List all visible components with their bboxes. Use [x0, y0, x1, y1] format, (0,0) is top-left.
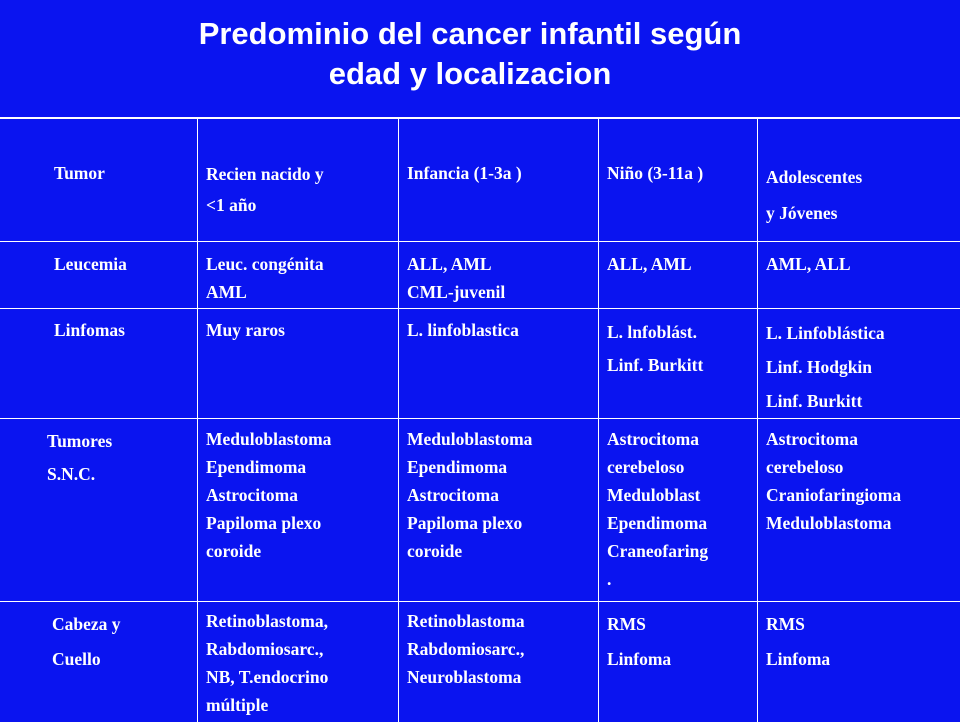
row-cabeza-adolescentes — [766, 607, 830, 677]
cell-line: NB, T.endocrino — [206, 667, 329, 687]
row-cabeza-tumor — [52, 607, 121, 677]
row-divider — [0, 418, 960, 419]
cell-line: L. linfoblastica — [407, 320, 519, 340]
cell-line: Papiloma plexo — [206, 513, 322, 533]
cell-line: coroide — [407, 541, 463, 561]
row-leucemia-nino — [607, 250, 692, 278]
row-leucemia-infancia — [407, 250, 505, 306]
row-divider — [0, 308, 960, 309]
header-recien-line: <1 año — [206, 195, 257, 215]
row-snc-tumor — [47, 425, 112, 491]
cell-line: Linf. Burkitt — [607, 355, 704, 375]
cell-line: Ependimoma — [607, 513, 708, 533]
cell-line: Linf. Hodgkin — [766, 357, 873, 377]
header-adolescentes-line: y Jóvenes — [766, 203, 838, 223]
cell-line: Craneofaring — [607, 541, 709, 561]
cell-line: Astrocitoma — [766, 429, 859, 449]
column-divider — [197, 119, 198, 722]
cell-line: CML-juvenil — [407, 282, 506, 302]
row-leucemia-adolescentes — [766, 250, 851, 278]
row-snc-infancia — [407, 425, 532, 565]
row-linfomas-infancia — [407, 316, 519, 344]
row-linfomas-adolescentes — [766, 316, 885, 418]
header-infancia-label: Infancia (1-3a ) — [407, 163, 522, 183]
cell-line: Leucemia — [54, 254, 127, 274]
header-adolescentes-line: Adolescentes — [766, 167, 863, 187]
header-infancia — [407, 159, 522, 187]
header-nino — [607, 159, 703, 187]
cell-line: Muy raros — [206, 320, 285, 340]
column-divider — [757, 119, 758, 722]
cell-line: Linfoma — [607, 649, 672, 669]
cell-line: Papiloma plexo — [407, 513, 523, 533]
header-tumor — [54, 159, 105, 187]
row-divider — [0, 601, 960, 602]
cell-line: Ependimoma — [206, 457, 307, 477]
title-line-2: edad y localizacion — [328, 56, 612, 91]
cell-line: L. lnfoblást. — [607, 322, 697, 342]
header-nino-label: Niño (3-11a ) — [607, 163, 704, 183]
cell-line: Linfomas — [54, 320, 125, 340]
cell-line: RMS — [766, 614, 805, 634]
row-divider — [0, 241, 960, 242]
cell-line: Neuroblastoma — [407, 667, 522, 687]
cell-line: Craniofaringioma — [766, 485, 902, 505]
row-snc-adolescentes — [766, 425, 901, 537]
column-divider — [398, 119, 399, 722]
header-adolescentes — [766, 159, 862, 231]
title-line-1: Predominio del cancer infantil según — [198, 16, 742, 51]
header-tumor-label: Tumor — [54, 163, 105, 183]
cell-line: S.N.C. — [47, 464, 96, 484]
cell-line: Rabdomiosarc., — [407, 639, 525, 659]
cell-line: ALL, AML — [407, 254, 492, 274]
header-recien-nacido — [206, 159, 324, 221]
row-linfomas-recien — [206, 316, 285, 344]
cell-line: Meduloblastoma — [407, 429, 533, 449]
cell-line: AML, ALL — [766, 254, 851, 274]
cell-line: RMS — [607, 614, 646, 634]
cell-line: Linf. Burkitt — [766, 391, 863, 411]
cell-line: Rabdomiosarc., — [206, 639, 324, 659]
cell-line: Ependimoma — [407, 457, 508, 477]
row-cabeza-nino — [607, 607, 671, 677]
cell-line: Astrocitoma — [206, 485, 299, 505]
row-snc-nino — [607, 425, 708, 593]
row-linfomas-tumor — [54, 316, 125, 344]
cell-line: Meduloblastoma — [766, 513, 892, 533]
row-leucemia-tumor — [54, 250, 127, 278]
row-leucemia-recien — [206, 250, 324, 306]
cell-line: Astrocitoma — [407, 485, 500, 505]
cell-line: cerebeloso — [766, 457, 844, 477]
cell-line: AML — [206, 282, 247, 302]
cell-line: Linfoma — [766, 649, 831, 669]
page-title — [0, 14, 940, 94]
cell-line: . — [607, 569, 612, 589]
header-recien-line: Recien nacido y — [206, 164, 324, 184]
column-divider — [598, 119, 599, 722]
cell-line: Cabeza y — [52, 614, 121, 634]
cell-line: cerebeloso — [607, 457, 685, 477]
cell-line: Retinoblastoma, — [206, 611, 329, 631]
cell-line: L. Linfoblástica — [766, 323, 885, 343]
row-snc-recien — [206, 425, 331, 565]
cell-line: Leuc. congénita — [206, 254, 324, 274]
cell-line: Astrocitoma — [607, 429, 700, 449]
cell-line: ALL, AML — [607, 254, 692, 274]
row-cabeza-infancia — [407, 607, 525, 691]
cell-line: Tumores — [47, 431, 113, 451]
cell-line: múltiple — [206, 695, 269, 715]
cell-line: Meduloblastoma — [206, 429, 332, 449]
cell-line: Cuello — [52, 649, 101, 669]
row-cabeza-recien — [206, 607, 328, 719]
cell-line: coroide — [206, 541, 262, 561]
cell-line: Retinoblastoma — [407, 611, 525, 631]
cancer-table — [0, 117, 960, 722]
cell-line: Meduloblast — [607, 485, 701, 505]
row-linfomas-nino — [607, 316, 703, 382]
